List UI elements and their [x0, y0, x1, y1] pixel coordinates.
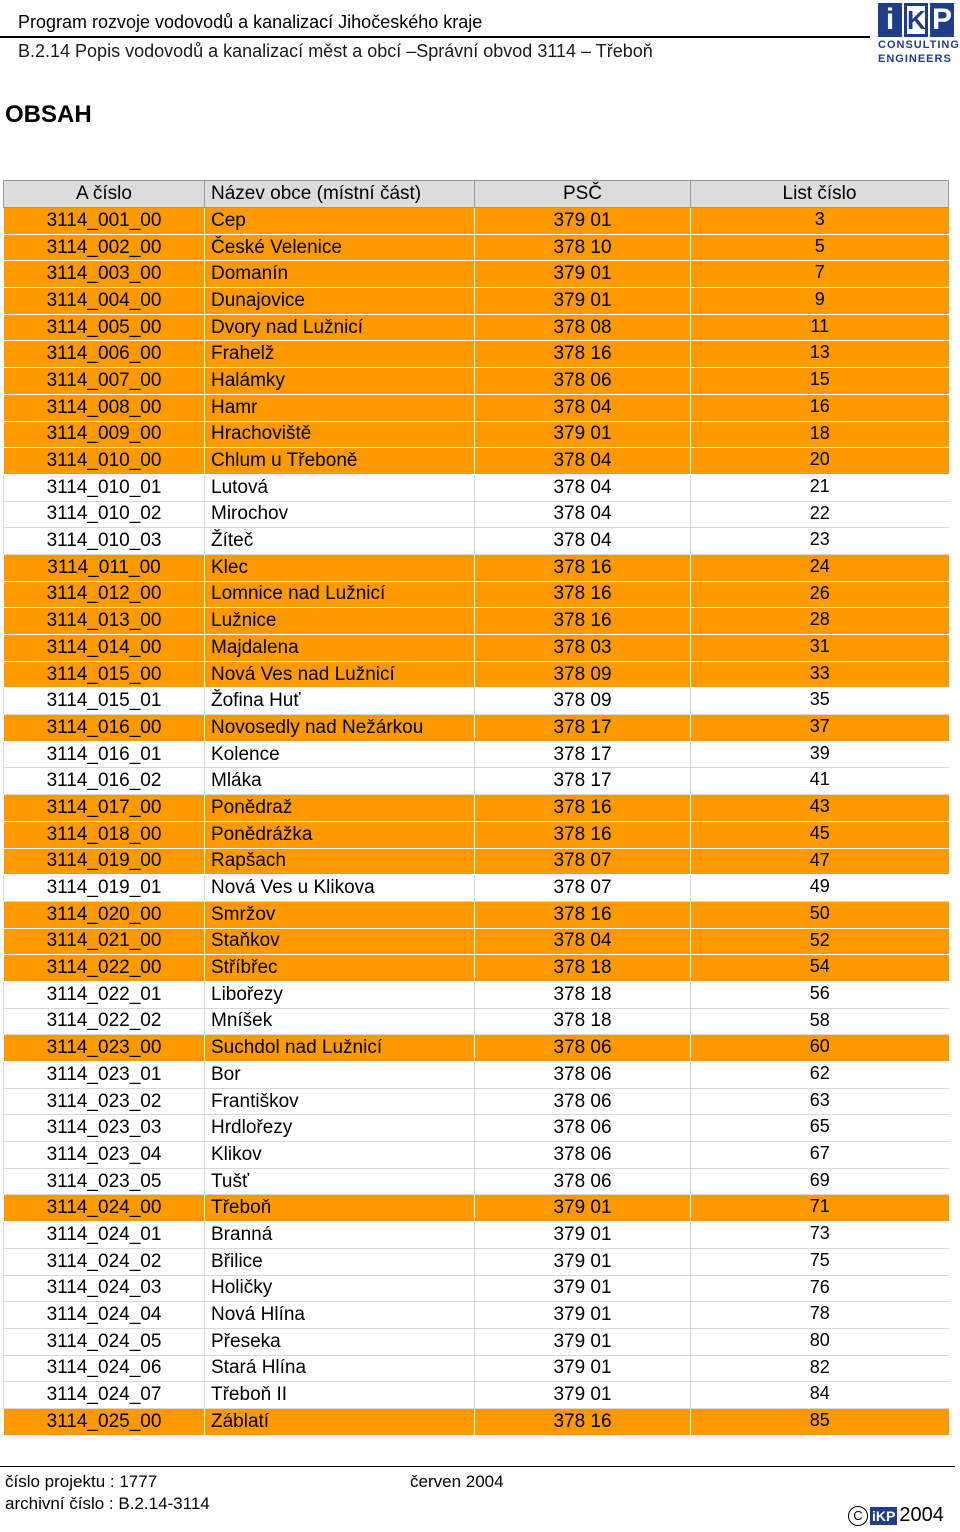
cell-code: 3114_005_00: [4, 314, 205, 341]
cell-psc: 378 18: [475, 955, 691, 982]
cell-psc: 378 16: [475, 341, 691, 368]
cell-psc: 378 04: [475, 528, 691, 555]
table-row: [4, 955, 949, 982]
table-row: [4, 528, 949, 555]
cell-code: 3114_024_03: [4, 1275, 205, 1302]
cell-list: 39: [691, 741, 949, 768]
cell-list: 31: [691, 635, 949, 662]
table-row: [4, 795, 949, 822]
cell-psc: 378 03: [475, 635, 691, 662]
cell-list: 69: [691, 1168, 949, 1195]
cell-name: Nová Ves u Klikova: [205, 875, 475, 902]
cell-code: 3114_013_00: [4, 608, 205, 635]
cell-list: 9: [691, 288, 949, 315]
cell-code: 3114_024_04: [4, 1302, 205, 1329]
cell-name: Hamr: [205, 394, 475, 421]
cell-code: 3114_024_00: [4, 1195, 205, 1222]
cell-name: Františkov: [205, 1088, 475, 1115]
cell-psc: 378 06: [475, 1115, 691, 1142]
cell-name: Chlum u Třeboně: [205, 448, 475, 475]
cell-code: 3114_023_05: [4, 1168, 205, 1195]
header-title: Program rozvoje vodovodů a kanalizací Jihočeského kraje: [18, 12, 483, 32]
ikp-logo: [878, 3, 958, 73]
cell-list: 45: [691, 821, 949, 848]
cell-code: 3114_017_00: [4, 795, 205, 822]
table-row: [4, 421, 949, 448]
cell-name: Břilice: [205, 1248, 475, 1275]
cell-name: Mníšek: [205, 1008, 475, 1035]
cell-name: Žofina Huť: [205, 688, 475, 715]
cell-code: 3114_023_01: [4, 1062, 205, 1089]
table-row: [4, 1142, 949, 1169]
cell-list: 15: [691, 368, 949, 395]
cell-code: 3114_014_00: [4, 635, 205, 662]
cell-psc: 378 06: [475, 1035, 691, 1062]
table-row: [4, 875, 949, 902]
cell-psc: 378 17: [475, 768, 691, 795]
cell-psc: 379 01: [475, 1195, 691, 1222]
table-row: [4, 768, 949, 795]
contents-table: [3, 180, 949, 1436]
cell-name: Cep: [205, 208, 475, 235]
cell-code: 3114_006_00: [4, 341, 205, 368]
table-row: [4, 1088, 949, 1115]
cell-name: Dunajovice: [205, 288, 475, 315]
cell-list: 80: [691, 1328, 949, 1355]
cell-list: 35: [691, 688, 949, 715]
cell-name: Třeboň: [205, 1195, 475, 1222]
logo-engineers: ENGINEERS: [878, 53, 952, 65]
cell-list: 33: [691, 661, 949, 688]
cell-psc: 378 04: [475, 928, 691, 955]
cell-code: 3114_007_00: [4, 368, 205, 395]
cell-name: Ponědrážka: [205, 821, 475, 848]
cell-list: 56: [691, 981, 949, 1008]
cell-list: 7: [691, 261, 949, 288]
cell-code: 3114_018_00: [4, 821, 205, 848]
cell-list: 71: [691, 1195, 949, 1222]
cell-name: Branná: [205, 1222, 475, 1249]
cell-list: 76: [691, 1275, 949, 1302]
table-row: [4, 261, 949, 288]
table-row: [4, 715, 949, 742]
cell-name: Libořezy: [205, 981, 475, 1008]
cell-psc: 379 01: [475, 1222, 691, 1249]
cell-list: 22: [691, 501, 949, 528]
cell-list: 60: [691, 1035, 949, 1062]
cell-psc: 378 16: [475, 581, 691, 608]
copyright-year: 2004: [899, 1504, 944, 1526]
table-row: [4, 501, 949, 528]
cell-code: 3114_024_01: [4, 1222, 205, 1249]
col-header-name: Název obce (místní část): [205, 181, 475, 208]
cell-psc: 378 18: [475, 981, 691, 1008]
col-header-code: A číslo: [4, 181, 205, 208]
cell-code: 3114_023_04: [4, 1142, 205, 1169]
cell-psc: 379 01: [475, 1302, 691, 1329]
header-rule: [0, 36, 870, 38]
cell-code: 3114_001_00: [4, 208, 205, 235]
logo-letter-k: K: [904, 3, 928, 37]
table-row: [4, 394, 949, 421]
cell-code: 3114_022_00: [4, 955, 205, 982]
cell-list: 3: [691, 208, 949, 235]
cell-list: 26: [691, 581, 949, 608]
cell-list: 21: [691, 474, 949, 501]
cell-code: 3114_010_01: [4, 474, 205, 501]
table-row: [4, 635, 949, 662]
cell-list: 82: [691, 1355, 949, 1382]
cell-psc: 378 06: [475, 368, 691, 395]
cell-name: Klec: [205, 554, 475, 581]
cell-list: 37: [691, 715, 949, 742]
cell-psc: 378 10: [475, 234, 691, 261]
cell-code: 3114_012_00: [4, 581, 205, 608]
cell-name: Nová Hlína: [205, 1302, 475, 1329]
table-row: [4, 1222, 949, 1249]
cell-list: 20: [691, 448, 949, 475]
cell-name: Halámky: [205, 368, 475, 395]
table-row: [4, 1008, 949, 1035]
cell-psc: 378 16: [475, 554, 691, 581]
table-row: [4, 901, 949, 928]
table-row: [4, 608, 949, 635]
cell-name: Holičky: [205, 1275, 475, 1302]
cell-name: Stříbřec: [205, 955, 475, 982]
cell-name: Třeboň II: [205, 1382, 475, 1409]
cell-list: 54: [691, 955, 949, 982]
cell-name: Tušť: [205, 1168, 475, 1195]
cell-psc: 378 06: [475, 1142, 691, 1169]
cell-psc: 378 17: [475, 715, 691, 742]
cell-psc: 379 01: [475, 1328, 691, 1355]
cell-name: Lomnice nad Lužnicí: [205, 581, 475, 608]
cell-code: 3114_024_05: [4, 1328, 205, 1355]
cell-code: 3114_019_01: [4, 875, 205, 902]
table-row: [4, 1382, 949, 1409]
cell-name: Suchdol nad Lužnicí: [205, 1035, 475, 1062]
table-row: [4, 341, 949, 368]
cell-list: 49: [691, 875, 949, 902]
table-row: [4, 928, 949, 955]
cell-list: 63: [691, 1088, 949, 1115]
cell-list: 43: [691, 795, 949, 822]
cell-psc: 379 01: [475, 208, 691, 235]
cell-name: Smržov: [205, 901, 475, 928]
cell-psc: 378 16: [475, 795, 691, 822]
table-row: [4, 821, 949, 848]
cell-code: 3114_010_00: [4, 448, 205, 475]
cell-psc: 378 07: [475, 875, 691, 902]
cell-psc: 378 18: [475, 1008, 691, 1035]
cell-name: Mirochov: [205, 501, 475, 528]
cell-list: 41: [691, 768, 949, 795]
cell-name: Kolence: [205, 741, 475, 768]
cell-list: 75: [691, 1248, 949, 1275]
table-row: [4, 1115, 949, 1142]
copyright-icon: C: [848, 1506, 868, 1526]
table-row: [4, 554, 949, 581]
cell-name: Stará Hlína: [205, 1355, 475, 1382]
cell-name: Ponědraž: [205, 795, 475, 822]
cell-psc: 379 01: [475, 288, 691, 315]
copyright: [848, 1504, 944, 1527]
table-row: [4, 208, 949, 235]
cell-code: 3114_020_00: [4, 901, 205, 928]
table-row: [4, 581, 949, 608]
cell-code: 3114_024_02: [4, 1248, 205, 1275]
cell-psc: 378 09: [475, 688, 691, 715]
table-row: [4, 981, 949, 1008]
cell-psc: 378 17: [475, 741, 691, 768]
table-header-row: [4, 181, 949, 208]
cell-code: 3114_024_07: [4, 1382, 205, 1409]
cell-name: Mláka: [205, 768, 475, 795]
cell-list: 11: [691, 314, 949, 341]
cell-name: Hrachoviště: [205, 421, 475, 448]
table-row: [4, 234, 949, 261]
cell-name: Majdalena: [205, 635, 475, 662]
cell-list: 50: [691, 901, 949, 928]
cell-list: 85: [691, 1408, 949, 1435]
cell-name: Přeseka: [205, 1328, 475, 1355]
issue-date: červen 2004: [410, 1472, 504, 1491]
cell-name: Dvory nad Lužnicí: [205, 314, 475, 341]
cell-list: 73: [691, 1222, 949, 1249]
cell-psc: 378 07: [475, 848, 691, 875]
cell-psc: 378 16: [475, 901, 691, 928]
table-body: [4, 208, 949, 1436]
cell-psc: 378 04: [475, 394, 691, 421]
col-header-psc: PSČ: [475, 181, 691, 208]
cell-psc: 378 04: [475, 474, 691, 501]
cell-code: 3114_023_02: [4, 1088, 205, 1115]
table-row: [4, 688, 949, 715]
section-title: OBSAH: [5, 101, 92, 128]
cell-code: 3114_022_02: [4, 1008, 205, 1035]
table-row: [4, 1168, 949, 1195]
cell-psc: 378 09: [475, 661, 691, 688]
cell-psc: 379 01: [475, 1248, 691, 1275]
table-row: [4, 741, 949, 768]
cell-name: Staňkov: [205, 928, 475, 955]
table-row: [4, 368, 949, 395]
cell-psc: 378 06: [475, 1168, 691, 1195]
cell-code: 3114_023_00: [4, 1035, 205, 1062]
cell-psc: 379 01: [475, 1355, 691, 1382]
logo-letter-p: P: [931, 3, 952, 36]
cell-code: 3114_011_00: [4, 554, 205, 581]
copyright-brand: iKP: [872, 1507, 896, 1524]
cell-name: České Velenice: [205, 234, 475, 261]
logo-letter-i: i: [878, 3, 902, 37]
cell-psc: 379 01: [475, 1275, 691, 1302]
cell-psc: 378 06: [475, 1062, 691, 1089]
table-row: [4, 1275, 949, 1302]
cell-psc: 378 04: [475, 448, 691, 475]
cell-code: 3114_022_01: [4, 981, 205, 1008]
cell-psc: 379 01: [475, 261, 691, 288]
table-row: [4, 1035, 949, 1062]
table-row: [4, 1355, 949, 1382]
cell-list: 67: [691, 1142, 949, 1169]
cell-psc: 379 01: [475, 421, 691, 448]
cell-code: 3114_015_01: [4, 688, 205, 715]
cell-list: 18: [691, 421, 949, 448]
cell-name: Klikov: [205, 1142, 475, 1169]
cell-name: Lutová: [205, 474, 475, 501]
project-number: číslo projektu : 1777: [5, 1472, 158, 1491]
cell-psc: 378 08: [475, 314, 691, 341]
cell-code: 3114_025_00: [4, 1408, 205, 1435]
col-header-list: List číslo: [691, 181, 949, 208]
cell-code: 3114_010_03: [4, 528, 205, 555]
cell-list: 65: [691, 1115, 949, 1142]
cell-code: 3114_024_06: [4, 1355, 205, 1382]
table-row: [4, 661, 949, 688]
cell-code: 3114_004_00: [4, 288, 205, 315]
footer-rule: [0, 1466, 955, 1467]
cell-psc: 378 16: [475, 608, 691, 635]
cell-name: Novosedly nad Nežárkou: [205, 715, 475, 742]
cell-psc: 378 16: [475, 821, 691, 848]
archive-number: archivní číslo : B.2.14-3114: [5, 1494, 210, 1513]
cell-list: 58: [691, 1008, 949, 1035]
cell-list: 62: [691, 1062, 949, 1089]
cell-psc: 379 01: [475, 1382, 691, 1409]
cell-code: 3114_016_01: [4, 741, 205, 768]
table-row: [4, 1328, 949, 1355]
cell-list: 28: [691, 608, 949, 635]
cell-list: 24: [691, 554, 949, 581]
cell-list: 16: [691, 394, 949, 421]
cell-name: Lužnice: [205, 608, 475, 635]
cell-list: 47: [691, 848, 949, 875]
cell-code: 3114_016_02: [4, 768, 205, 795]
cell-code: 3114_002_00: [4, 234, 205, 261]
cell-code: 3114_009_00: [4, 421, 205, 448]
cell-name: Záblatí: [205, 1408, 475, 1435]
cell-name: Domanín: [205, 261, 475, 288]
cell-list: 84: [691, 1382, 949, 1409]
table-row: [4, 848, 949, 875]
logo-consulting: CONSULTING: [878, 39, 960, 51]
cell-list: 78: [691, 1302, 949, 1329]
cell-name: Hrdlořezy: [205, 1115, 475, 1142]
cell-psc: 378 04: [475, 501, 691, 528]
cell-code: 3114_003_00: [4, 261, 205, 288]
cell-name: Nová Ves nad Lužnicí: [205, 661, 475, 688]
cell-list: 23: [691, 528, 949, 555]
cell-list: 52: [691, 928, 949, 955]
table-row: [4, 1408, 949, 1435]
cell-name: Frahelž: [205, 341, 475, 368]
table-row: [4, 1248, 949, 1275]
cell-list: 13: [691, 341, 949, 368]
table-row: [4, 474, 949, 501]
cell-code: 3114_021_00: [4, 928, 205, 955]
cell-psc: 378 06: [475, 1088, 691, 1115]
cell-code: 3114_010_02: [4, 501, 205, 528]
table-row: [4, 314, 949, 341]
cell-code: 3114_015_00: [4, 661, 205, 688]
header-subtitle: B.2.14 Popis vodovodů a kanalizací měst a obcí –Správní obvod 3114 – Třeboň: [18, 41, 653, 61]
cell-code: 3114_019_00: [4, 848, 205, 875]
cell-code: 3114_016_00: [4, 715, 205, 742]
table-row: [4, 288, 949, 315]
cell-name: Rapšach: [205, 848, 475, 875]
cell-psc: 378 16: [475, 1408, 691, 1435]
cell-name: Žíteč: [205, 528, 475, 555]
table-row: [4, 448, 949, 475]
cell-list: 5: [691, 234, 949, 261]
table-row: [4, 1195, 949, 1222]
cell-code: 3114_023_03: [4, 1115, 205, 1142]
table-row: [4, 1302, 949, 1329]
table-row: [4, 1062, 949, 1089]
cell-name: Bor: [205, 1062, 475, 1089]
cell-code: 3114_008_00: [4, 394, 205, 421]
